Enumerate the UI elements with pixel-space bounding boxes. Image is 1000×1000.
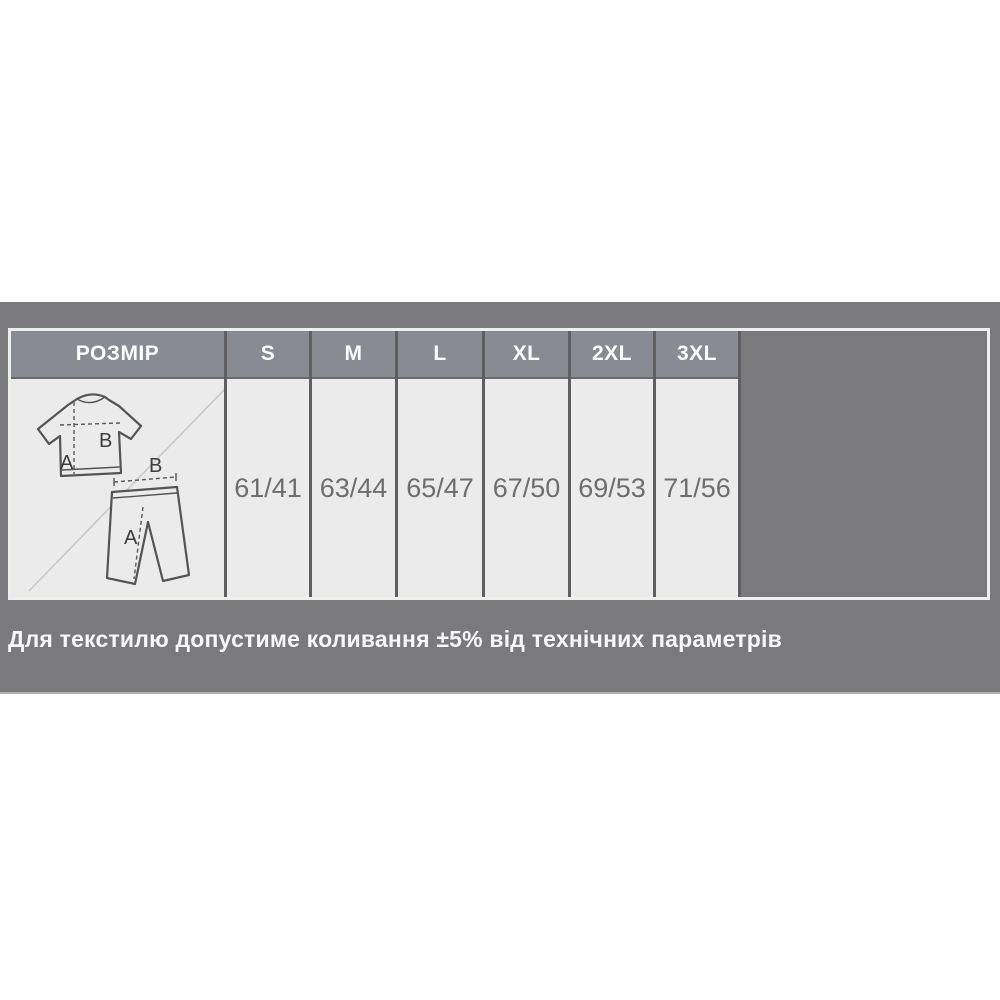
column-l <box>398 331 485 597</box>
tolerance-note: Для текстилю допустиме коливання ±5% від технічних параметрів <box>8 626 782 652</box>
value-cell-m: 63/44 <box>312 379 395 597</box>
column-size <box>11 331 227 597</box>
column-3xl <box>656 331 741 597</box>
header-cell-m: M <box>312 331 395 379</box>
empty-filler-cell <box>741 331 987 597</box>
column-xl <box>485 331 571 597</box>
header-cell-xl: XL <box>485 331 568 379</box>
header-cell-size: РОЗМІР <box>11 331 224 379</box>
size-table <box>8 328 990 600</box>
tshirt-width-label: B <box>99 430 113 452</box>
shirt-and-pants-sketch <box>11 379 224 597</box>
header-cell-2xl: 2XL <box>571 331 653 379</box>
value-cell-xl: 67/50 <box>485 379 568 597</box>
pants-length-label: A <box>124 527 138 549</box>
measurement-sketch-cell <box>11 379 224 597</box>
header-cell-l: L <box>398 331 482 379</box>
value-cell-l: 65/47 <box>398 379 482 597</box>
column-s <box>227 331 312 597</box>
value-cell-2xl: 69/53 <box>571 379 653 597</box>
value-cell-3xl: 71/56 <box>656 379 738 597</box>
column-m <box>312 331 398 597</box>
header-cell-s: S <box>227 331 309 379</box>
pants-outline <box>107 487 189 584</box>
pants-width-line <box>114 477 176 482</box>
pants-width-label: B <box>149 455 163 477</box>
header-cell-3xl: 3XL <box>656 331 738 379</box>
tshirt-outline <box>38 394 141 476</box>
tshirt-length-label: A <box>60 452 74 474</box>
column-2xl <box>571 331 656 597</box>
value-cell-s: 61/41 <box>227 379 309 597</box>
